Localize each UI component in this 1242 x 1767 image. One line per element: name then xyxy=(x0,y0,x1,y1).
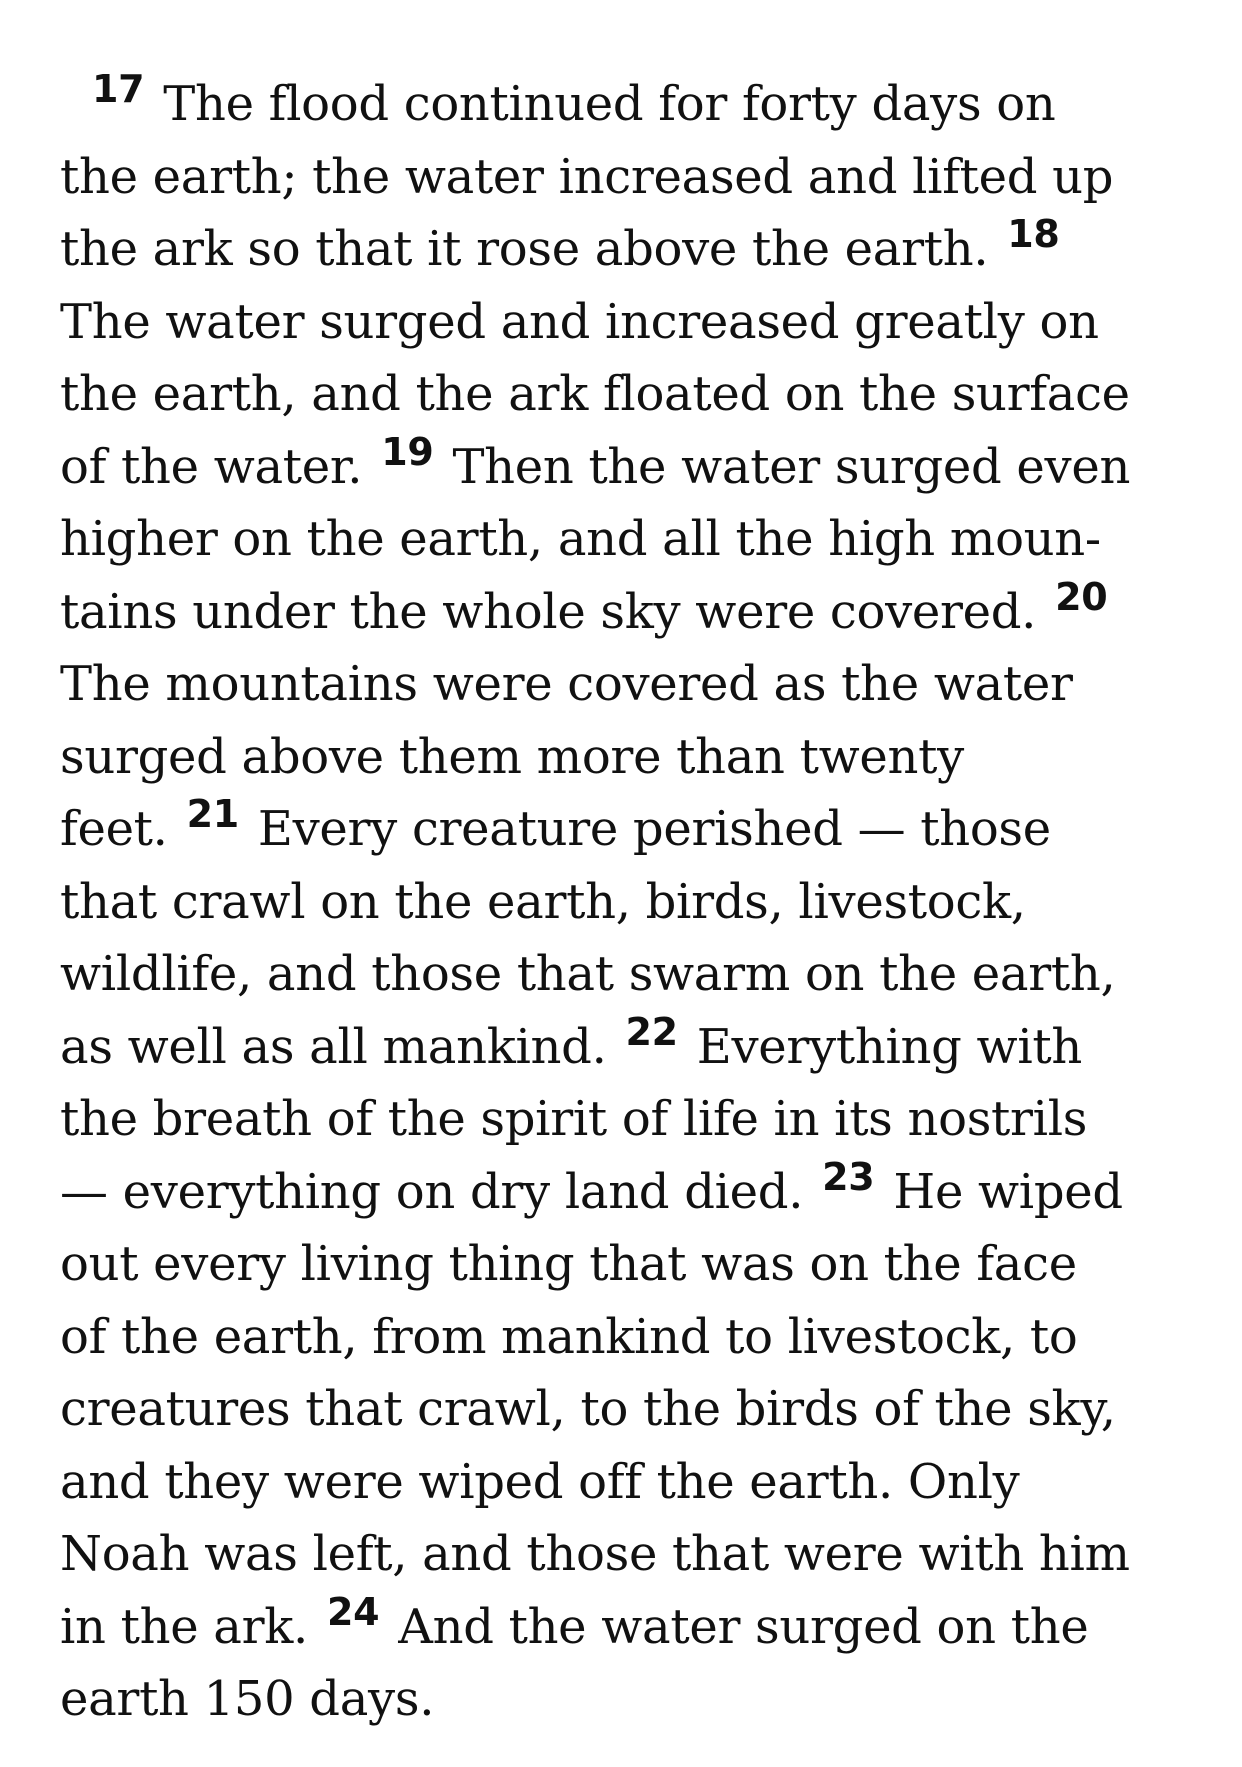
text-line xyxy=(60,1011,1185,1084)
text-line xyxy=(60,286,1185,359)
verse-text: the ark so that it rose above the earth. xyxy=(60,221,989,277)
verse-text: that crawl on the earth, birds, livestock, xyxy=(60,873,1026,930)
text-line xyxy=(60,503,1185,576)
text-line xyxy=(60,721,1185,794)
verse-text: earth 150 days. xyxy=(60,1671,435,1727)
text-line xyxy=(60,1228,1185,1301)
verse-text: The mountains were covered as the water xyxy=(60,656,1073,712)
text-line xyxy=(60,576,1185,649)
verse-text: — everything on dry land died. xyxy=(60,1163,804,1220)
verse-text: Noah was left, and those that were with him xyxy=(60,1526,1130,1582)
text-line xyxy=(60,648,1185,721)
verse-text: and they were wiped off the earth. Only xyxy=(60,1453,1020,1510)
text-line xyxy=(60,358,1185,431)
verse-text: The water surged and increased greatly on xyxy=(60,293,1099,350)
verse-number: 21 xyxy=(186,792,239,836)
text-line xyxy=(60,141,1185,214)
verse-text: He wiped xyxy=(893,1163,1123,1220)
text-line xyxy=(60,1518,1185,1591)
text-line xyxy=(60,68,1185,141)
verse-number: 22 xyxy=(625,1009,678,1054)
verse-text: The flood continued for forty days on xyxy=(163,76,1056,132)
text-line xyxy=(60,213,1185,286)
verse-number: 23 xyxy=(822,1154,875,1199)
verse-text: higher on the earth, and all the high moun- xyxy=(60,511,1101,567)
verse-text: in the ark. xyxy=(60,1598,308,1655)
verse-text: the earth; the water increased and lifted up xyxy=(60,148,1114,205)
verse-text: surged above them more than twenty xyxy=(60,728,964,785)
verse-text: And the water surged on the xyxy=(398,1598,1089,1655)
verse-text: out every living thing that was on the face xyxy=(60,1236,1077,1292)
text-line xyxy=(60,1663,1185,1736)
verse-text: of the water. xyxy=(60,438,363,495)
verse-text: creatures that crawl, to the birds of the sky, xyxy=(60,1381,1116,1437)
verse-text: the breath of the spirit of life in its nostrils xyxy=(60,1091,1088,1147)
verse-text: Everything with xyxy=(696,1018,1082,1075)
verse-text: wildlife, and those that swarm on the earth, xyxy=(60,946,1116,1002)
verse-number: 19 xyxy=(381,429,434,474)
verse-text: Then the water surged even xyxy=(452,438,1131,495)
verse-number: 20 xyxy=(1055,574,1108,619)
verse-text: as well as all mankind. xyxy=(60,1018,607,1075)
verse-text: feet. xyxy=(60,801,168,857)
text-line xyxy=(60,1446,1185,1519)
verse-text: Every creature perished — those xyxy=(257,801,1051,857)
text-line xyxy=(60,1301,1185,1374)
text-line xyxy=(60,1156,1185,1229)
scripture-passage xyxy=(60,68,1185,1736)
text-line xyxy=(60,793,1185,866)
text-line xyxy=(60,866,1185,939)
verse-number: 24 xyxy=(326,1589,380,1634)
text-line xyxy=(60,431,1185,504)
verse-text: of the earth, from mankind to livestock, to xyxy=(60,1308,1078,1365)
verse-number: 17 xyxy=(92,67,145,111)
text-line xyxy=(60,938,1185,1011)
verse-text: tains under the whole sky were covered. xyxy=(60,583,1037,640)
verse-number: 18 xyxy=(1007,212,1060,256)
verse-text: the earth, and the ark floated on the surface xyxy=(60,366,1130,422)
text-line xyxy=(60,1373,1185,1446)
text-line xyxy=(60,1591,1185,1664)
text-line xyxy=(60,1083,1185,1156)
